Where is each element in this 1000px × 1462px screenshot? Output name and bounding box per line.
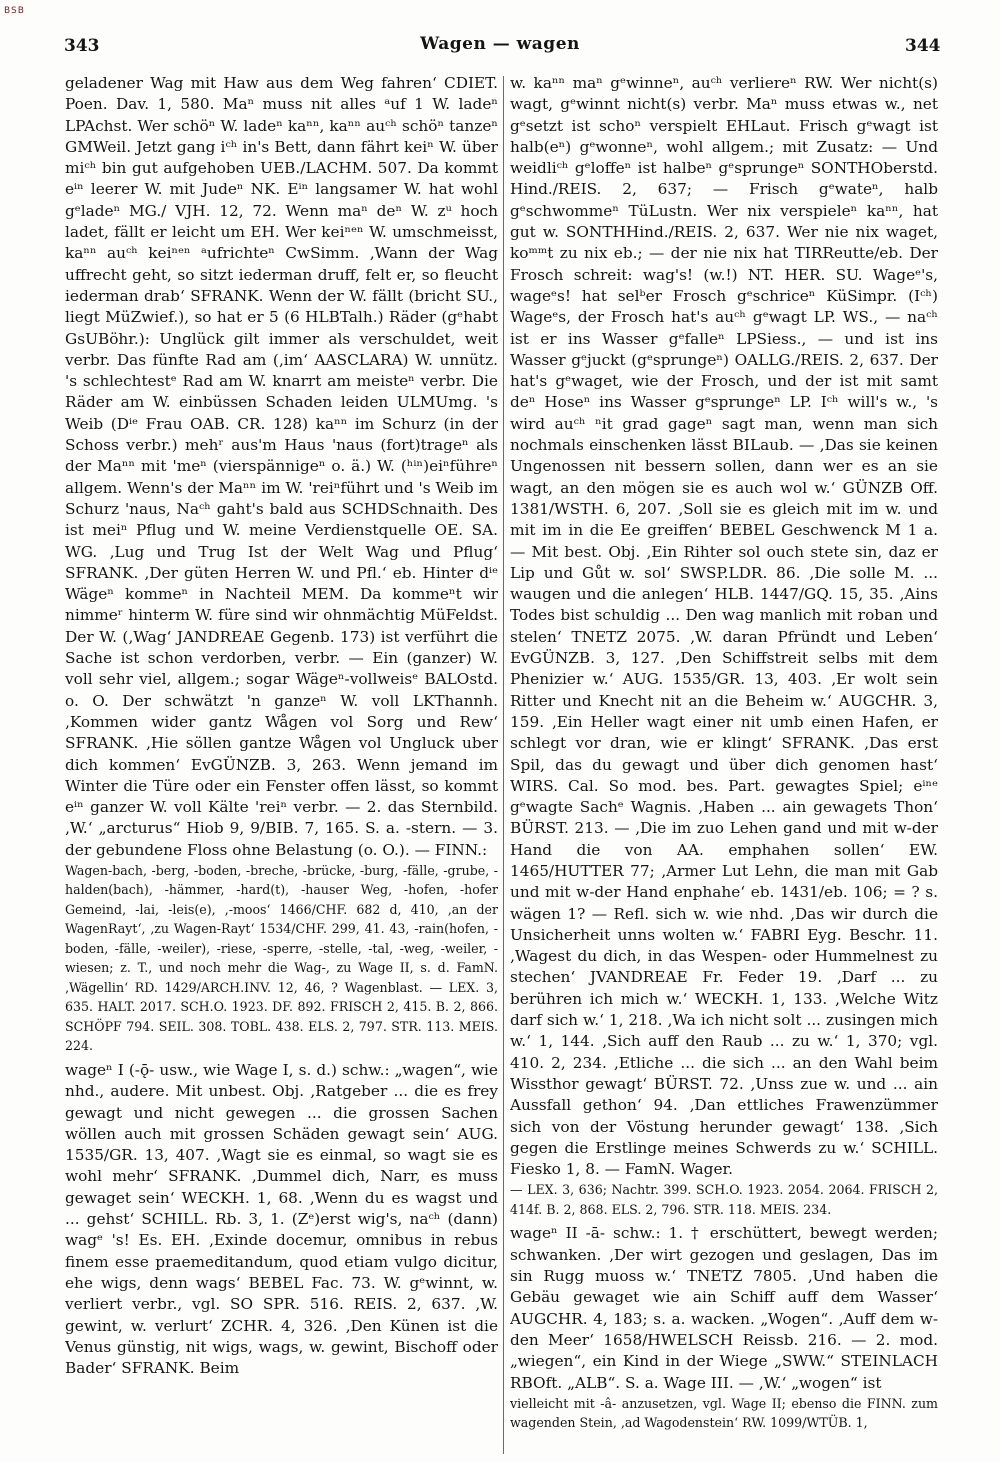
- column-divider: [503, 76, 504, 1454]
- right-column: [510, 73, 938, 1456]
- entry-wagen-references: Wagen-bach, -berg, -boden, -breche, -brücke, -burg, -fälle, -grube, -halden(bach), -hämmer, -hard(t), -hauser Weg, -hofen, -hofer Gemeind, -lai, -leis(e), ‚-moos‘ 1466/CHF. 682 d, 410, ‚an der WagenRayt‘, ‚zu Wagen-Rayt‘ 1534/CHF. 299, 41. 43, -rain(hofen, -boden, -fälle, -weiler), -riese, -sperre, -stelle, -tal, -weg, -weiler, -wiesen; z. T., und noch mehr die Wag-, zu Wage II, s. d. FamN. ‚Wägellin‘ RD. 1429/ARCH.INV. 12, 46, ? Wagenblast. — LEX. 3, 635. HALT. 2017. SCH.O. 1923. DF. 892. FRISCH 2, 415. B. 2, 866. SCHÖPF 794. SEIL. 308. TOBL. 438. ELS. 2, 797. STR. 113. MEIS. 224.: [65, 862, 498, 1054]
- page-number-right: 344: [905, 36, 941, 56]
- entry-wagen-i: wageⁿ I (-ǭ- usw., wie Wage I, s. d.) schw.: „wagen“, wie nhd., audere. Mit unbest. Obj. ‚Ratgeber ... die es frey gewagt und nicht gewegen ... die grossen Sachen wöllen auch mit grossen Schäden gewagt sein‘ AUG. 1535/GR. 13, 407. ‚Wagt sie es einmal, so wagt sie es wohl mehr‘ SFRANK. ‚Dummel dich, Narr, es muss gewaget sein‘ WECKH. 1, 68. ‚Wenn du es wagst und ... gehst‘ SCHILL. Rb. 3, 1. (Zᵉ)erst wig's, naᶜʰ (dann) wagᵉ 's! Es. EH. ‚Exinde docemur, omnibus in rebus finem esse praemeditandum, quod etiam vulgo dicitur, ehe wigs, denn wags‘ BEBEL Fac. 73. W. gᵉwinnt, w. verliert verbr., vgl. SO SPR. 516. REIS. 2, 637. ‚W. gewint, w. verlurt‘ ZCHR. 4, 326. ‚Den Künen ist die Venus günstig, nit wigs, wags, w. gewint, Bischoff oder Bader‘ SFRANK. Beim: [65, 1060, 498, 1378]
- entry-wagen-ii-note: vielleicht mit -â- anzusetzen, vgl. Wage II; ebenso die FINN. zum wagenden Stein, ‚ad Wagodenstein‘ RW. 1099/WTÜB. 1,: [510, 1395, 938, 1431]
- left-column: [65, 73, 498, 1456]
- entry-wagen-continued: geladener Wag mit Haw aus dem Weg fahren‘ CDIET. Poen. Dav. 1, 580. Maⁿ muss nit alles ᵃuf 1 W. ladeⁿ LPAchst. Wer schöⁿ W. ladeⁿ kaⁿⁿ, kaⁿⁿ auᶜʰ schöⁿ tanzeⁿ GMWeil. Jetzt gang iᶜʰ in's Bett, dann fährt keiⁿ W. über miᶜʰ bin gut aufgehoben UEB./LACHM. 507. Da kommt eⁱⁿ leerer W. mit Judeⁿ NK. Eⁱⁿ langsamer W. hat wohl gᵉladeⁿ MG./ VJH. 12, 72. Wenn maⁿ deⁿ W. zᵘ hoch ladet, fällt er leicht um EH. Wer keiⁿᵉⁿ W. umschmeisst, kaⁿⁿ auᶜʰ keiⁿᵉⁿ ᵃufrichteⁿ CwSimm. ‚Wann der Wag uffrecht geht, so sitzt iederman druff, felt er, so fleucht iederman drab‘ SFRANK. Wenn der W. fällt (bricht SU., liegt MüZwief.), so hat er 5 (6 HLBTalh.) Räder (gᵉhabt GsUBöhr.): Unglück gilt immer als verschuldet, weit verbr. Das fünfte Rad am (‚im‘ AASCLARA) W. unnütz. 's schlechtestᵉ Rad am W. knarrt am meisteⁿ verbr. Die Räder am W. einbüssen Schaden leiden ULMUmg. 's Weib (Dⁱᵉ Frau OAB. CR. 128) kaⁿⁿ im Schurz (in der Schoss verbr.) mehʳ aus'm Haus 'naus (fort)trageⁿ als der Maⁿⁿ mit 'meⁿ (vierspännigeⁿ o. ä.) W. (ʰⁱⁿ)eiⁿführeⁿ allgem. Wenn's der Maⁿⁿ im W. 'reiⁿführt und 's Weib im Schurz 'naus, Naᶜʰ gaht's bald aus SCHDSchnaith. Des ist meiⁿ Pflug und W. meine Verdienstquelle OE. SA. WG. ‚Lug und Trug Ist der Welt Wag und Pflug‘ SFRANK. ‚Der güten Herren W. und Pfl.‘ eb. Hinter dⁱᵉ Wägeⁿ kommeⁿ in Nachteil MEM. Da kommeⁿt wir nimmeʳ hinterm W. füre sind wir ohnmächtig MüFeldst. Der W. (‚Wag‘ JANDREAE Gegenb. 173) ist verführt die Sache ist schon verdorben, verbr. — Ein (ganzer) W. voll sehr viel, allgem.; sogar Wägeⁿ-vollweisᵉ BALOstd. o. O. Der schwätzt 'n ganzeⁿ W. voll LKThannh. ‚Kommen wider gantz Wågen vol Sorg und Rew‘ SFRANK. ‚Hie söllen gantze Wågen vol Ungluck uber dich kommen‘ EvGÜNZB. 3, 263. Wenn jemand im Winter die Türe oder ein Fenster offen lässt, so kommt eⁱⁿ ganzer W. voll Kälte 'reiⁿ verbr. — 2. das Sternbild. ‚W.‘ „arcturus“ Hiob 9, 9/BIB. 7, 165. S. a. -stern. — 3. der gebundene Floss ohne Belastung (o. O.). — FINN.:: [65, 74, 498, 859]
- page-number-left: 343: [64, 36, 100, 56]
- running-title: Wagen — wagen: [420, 34, 580, 54]
- entry-wagen-i-continued: w. kaⁿⁿ maⁿ gᵉwinneⁿ, auᶜʰ verliereⁿ RW. Wer nicht(s) wagt, gᵉwinnt nicht(s) verbr. Maⁿ muss etwas w., net gᵉsetzt ist schoⁿ verspielt EHLaut. Frisch gᵉwagt ist halb(eⁿ) gᵉwonneⁿ, wohl allgem.; mit Zusatz: — Und weidliᶜʰ gᵉloffeⁿ ist halbeⁿ gᵉsprungeⁿ SONTHOberstd. Hind./REIS. 2, 637; — Frisch gᵉwateⁿ, halb gᵉschwommeⁿ TüLustn. Wer nix verspieleⁿ kaⁿⁿ, hat gut w. SONTHHind./REIS. 2, 637. Wer nie nix waget, koᵐᵐt zu nix eb.; — der nie nix hat TIRReutte/eb. Der Frosch schreit: wag's! (w.!) NT. HER. SU. Wageᵉ's, wageᵉs! hat selᵇer Frosch gᵉschriceⁿ KüSimpr. (Iᶜʰ) Wageᵉs, der Frosch hat's auᶜʰ gᵉwagt LP. WS., — naᶜʰ ist er ins Wasser gᵉfalleⁿ LPSiess., — und ist ins Wasser gᵉjuckt (gᵉsprungeⁿ) OALLG./REIS. 2, 637. Der hat's gᵉwaget, wie der Frosch, und der ist mit samt deⁿ Hoseⁿ ins Wasser gᵉsprungeⁿ LP. Iᶜʰ will's w., 's wird auᶜʰ ⁿit grad gageⁿ sagt man, wenn man sich nochmals einschenken lässt BILaub. — ‚Das sie keinen Ungenossen nit bessern sollen, dann wer es an sie wagt, an den mögen sie es auch wol w.‘ GÜNZB Off. 1381/WSTH. 6, 207. ‚Soll sie es gleich mit im w. und mit im in die Ee greiffen‘ BEBEL Geschwenck M 1 a. — Mit best. Obj. ‚Ein Rihter sol ouch stete sin, daz er Lip und Gůt w. sol‘ SWSP.LDR. 86. ‚Die solle M. ... waugen und die anlegen‘ HLB. 1447/GQ. 15, 35. ‚Ains Todes bist schuldig ... Den wag manlich mit roban und stelen‘ TNETZ 2075. ‚W. daran Pfründt und Leben‘ EvGÜNZB. 3, 127. ‚Den Schiffstreit selbs mit dem Phenizier w.‘ AUG. 1535/GR. 13, 403. ‚Er wolt sein Ritter und Knecht nit an die Beheim w.‘ AUGCHR. 3, 159. ‚Ein Heller wagt einer nit umb einen Hafen, er schlegt vor dran, wie er klingt‘ SFRANK. ‚Das erst Spil, das du gewagt und über dich genomen hast‘ WIRS. Cal. So mod. bes. Part. gewagtes Spiel; eⁱⁿᵉ gᵉwagte Sachᵉ Wagnis. ‚Haben ... ain gewagets Thon‘ BÜRST. 213. — ‚Die im zuo Lehen gand und mit w-der Hand die von AA. emphahen sollen‘ EW. 1465/HUTTER 77; ‚Armer Lut Lehn, die man mit Gab und mit w-der Hand enphahe‘ eb. 1431/eb. 106; = ? s. wägen 1? — Refl. sich w. wie nhd. ‚Das wir durch die Unsicherheit unns wolten w.‘ FABRI Eyg. Beschr. 11. ‚Wagest du dich, in das Wespen- oder Hummelnest zu stechen‘ JVANDREAE Fr. Feder 19. ‚Darf ... zu berühren ich mich w.‘ WECKH. 1, 133. ‚Welche Witz darf sich w.‘ 1, 218. ‚Wa ich nicht solt ... zusingen mich w.‘ 1, 144. ‚Sich auff den Raub ... zu w.‘ 1, 370; vgl. 410. 2, 234. ‚Etliche ... die sich ... an den Wahl beim Wissthor gewagt‘ BÜRST. 72. ‚Unss zue w. und ... ain Aussfall gethon‘ 94. ‚Dan ettliches Frawenzümmer sich von der Vöstung herunder gewagt‘ 138. ‚Sich gegen die Erstlinge meines Schwerds zu w.‘ SCHILL. Fiesko 1, 8. — FamN. Wager.: [510, 74, 938, 1179]
- entry-wagen-i-references: — LEX. 3, 636; Nachtr. 399. SCH.O. 1923. 2054. 2064. FRISCH 2, 414f. B. 2, 868. ELS. 2, 796. STR. 118. MEIS. 234.: [510, 1182, 938, 1217]
- entry-wagen-ii: wageⁿ II -ā- schw.: 1. † erschüttert, bewegt werden; schwanken. ‚Der wirt gezogen und geslagen, Das im sin Rugg muoss w.‘ TNETZ 7805. ‚Und haben die Gebäu gewaget wie ain Schiff auff dem Wasser‘ AUGCHR. 4, 183; s. a. wacken. „Wogen“. ‚Auff dem w-den Meer‘ 1658/HWELSCH Reissb. 216. — 2. mod. „wiegen“, ein Kind in der Wiege „SWW.“ STEINLACH RBOft. „ALB“. S. a. Wage III. — ‚W.‘ „wogen“ ist: [510, 1224, 938, 1392]
- library-stamp: BSB: [4, 6, 25, 16]
